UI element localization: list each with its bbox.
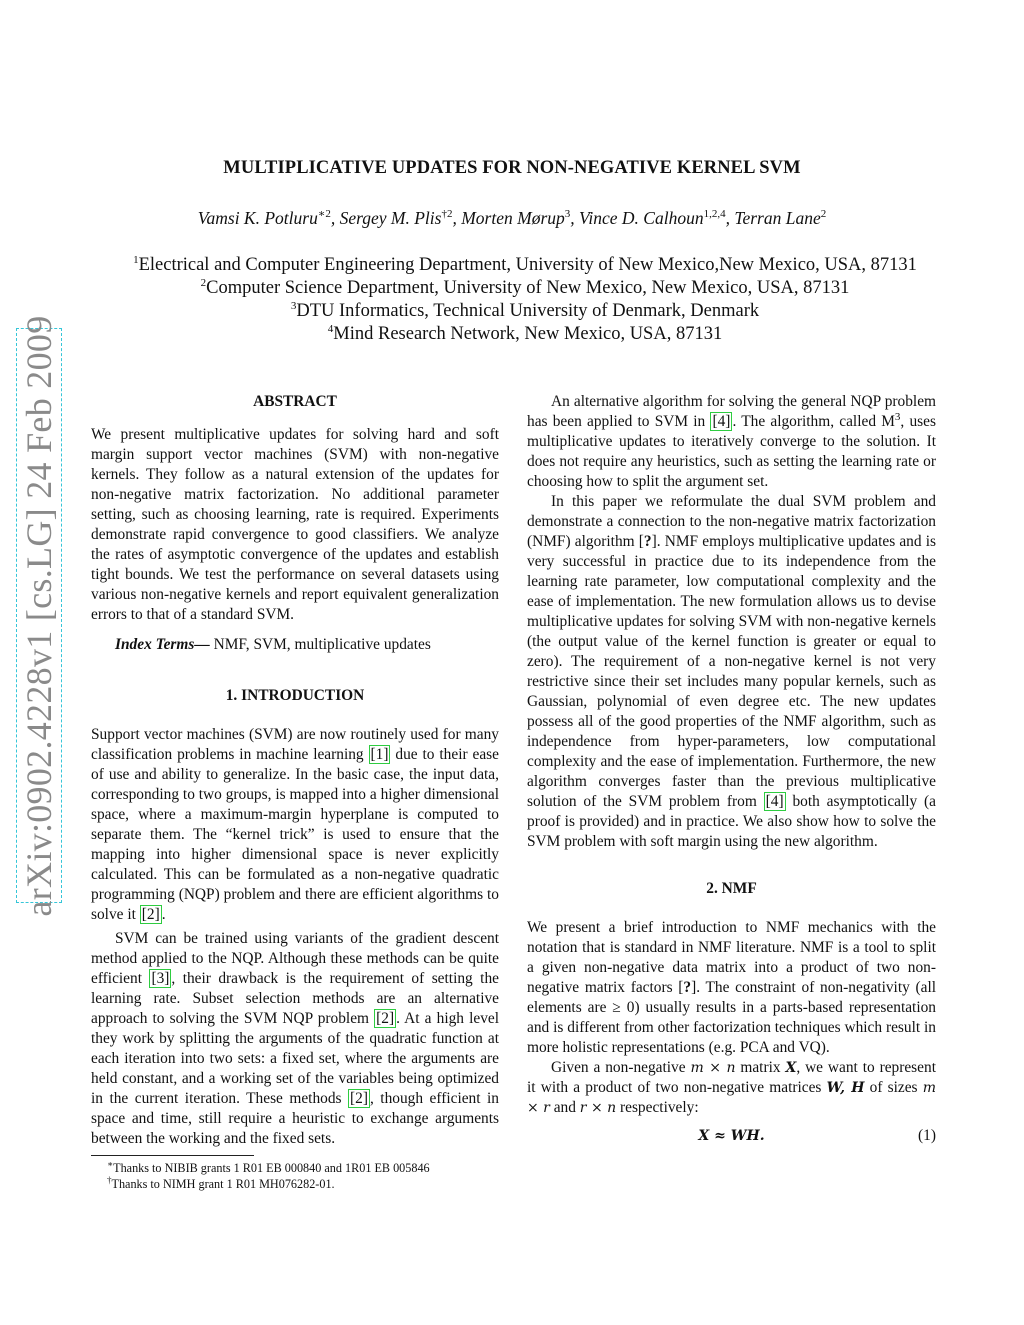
intro-paragraph-2: SVM can be trained using variants of the gradient descent method applied to the NQP. Although these methods can be quite efficient [3] , their drawback is the requirement of setting the learning rate. Subset selection methods are an alternative approach to solving the SVM NQP problem [2] . At a high level they work by splitting the arguments of the quadratic function at each iteration into two sets: a fixed set, where the arguments are held constant, and a working set of the variables being optimized in the current iteration. These methods [2] , though efficient in space and time, still require a heuristic to exchange arguments between the working and the fixed sets.	[91, 930, 499, 1147]
author: Vamsi K. Potluru	[197, 208, 318, 228]
section-heading-nmf: 2. NMF	[706, 880, 757, 897]
footnote-rule	[91, 1155, 254, 1156]
intro-paragraph-3: An alternative algorithm for solving the general NQP problem has been applied to SVM in [4] . The algorithm, called $M^3$, uses multiplicative updates to iteratively converge to the solution. It does not require any heuristics, such as setting the learning rate or choosing how to split the argument set.	[527, 393, 936, 490]
nmf-paragraph-1: We present a brief introduction to NMF mechanics with the notation that is standard in NMF literature. NMF is a tool to split a given non-negative data matrix into a product of two non-negative matrix factors [?]. The constraint of non-negativity (all elements are ≥ 0) usually results in a parts-based representation and is different from other factorization techniques which result in more holistic representations (e.g. PCA and VQ).	[527, 919, 936, 1056]
arxiv-stamp[interactable]	[16, 314, 62, 917]
index-terms-list: NMF, SVM, multiplicative updates	[209, 636, 431, 653]
citation-link[interactable]: [2]	[350, 1090, 368, 1107]
left-column	[91, 392, 499, 1192]
footnote: ∗Thanks to NIBIB grants 1 R01 EB 000840 and 1R01 EB 005846	[107, 1158, 430, 1175]
intro-paragraph-4: In this paper we reformulate the dual SVM problem and demonstrate a connection to the non-negative matrix factorization (NMF) algorithm [?]. NMF employs multiplicative updates and is very successful in practice due to its independence from the learning rate parameter, low computational complexity and the ease of implementation. The new formulation allows us to devise multiplicative updates for solving SVM with non-negative kernels (the output value of the kernel function is greater or equal to zero). The requirement of a non-negative kernel is not very restrictive since their set includes many popular kernels, such as Gaussian, polynomial of even degree etc. The new updates possess all of the good properties of the NMF algorithm, such as independence from hyper-parameters, low computational complexity and the ease of implementation. Furthermore, the new algorithm converges faster than the previous multiplicative solution of the SVM problem from [4] both asymptotically (a proof is provided) and in practice. We also show how to solve the SVM problem with soft margin using the new algorithm.	[527, 493, 936, 850]
author-sup: 3	[564, 208, 571, 221]
right-column	[527, 392, 936, 1152]
abstract-heading: ABSTRACT	[253, 393, 337, 410]
citation-link[interactable]: [2]	[376, 1010, 395, 1027]
author-sup: ∗2	[317, 208, 331, 221]
paper-title: MULTIPLICATIVE UPDATES FOR NON-NEGATIVE KERNEL SVM	[223, 158, 801, 178]
affiliation: $^4$Mind Research Network, New Mexico, USA, 87131	[327, 322, 723, 344]
citation-link[interactable]: [3]	[151, 970, 170, 987]
intro-paragraph-1: Support vector machines (SVM) are now routinely used for many classification problems in machine learning [1] due to their ease of use and ability to generalize. In the basic case, the input data, corresponding to two groups, is mapped into a higher dimensional space, where a maximum-margin hyperplane is computed to separate them. The “kernel trick” is used to ensure that the mapping into higher dimensional space is never explicitly calculated. This can be formulated as a non-negative quadratic programming (NQP) problem and there are efficient algorithms to solve it [2] .	[91, 726, 499, 923]
footnote: †Thanks to NIMH grant 1 R01 MH076282-01.	[107, 1174, 335, 1191]
affiliation: $^3$DTU Informatics, Technical University of Denmark, Denmark	[290, 299, 760, 321]
unresolved-citation: ?	[683, 979, 692, 996]
citation-link[interactable]: [4]	[765, 793, 784, 810]
author: Morten Mørup	[461, 208, 565, 228]
author-sup: †2	[441, 208, 453, 221]
author-list: Vamsi K. Potluru$^{∗2}$, Sergey M. Plis$^{\dagger 2}$, Morten Mørup$^3$, Vince D. Calhoun$^{1,2,4}$, Terran Lane$^2$	[197, 208, 827, 228]
footnotes	[91, 1160, 499, 1192]
equation-1	[527, 1126, 936, 1152]
affiliation: $^1$Electrical and Computer Engineering Department, University of New Mexico,New Mexico, USA, 87131	[133, 253, 917, 275]
affiliation-list	[0, 254, 1024, 346]
author: Vince D. Calhoun	[579, 208, 704, 228]
equation-body: X ≈ WH.	[698, 1128, 765, 1144]
equation-number: (1)	[918, 1127, 936, 1144]
arxiv-stamp-text: arXiv:0902.4228v1 [cs.LG] 24 Feb 2009	[19, 314, 59, 917]
section-heading-introduction: 1. INTRODUCTION	[225, 687, 365, 704]
author: Sergey M. Plis	[339, 208, 442, 228]
index-terms	[91, 635, 499, 655]
unresolved-citation: ?	[643, 533, 652, 550]
citation-link[interactable]: [2]	[141, 906, 160, 923]
author-sup: 2	[820, 208, 827, 221]
author-sup: 1,2,4	[703, 208, 726, 221]
affiliation: $^2$Computer Science Department, University of New Mexico, New Mexico, USA, 87131	[200, 276, 850, 298]
author: Terran Lane	[734, 208, 821, 228]
abstract-text: We present multiplicative updates for solving hard and soft margin support vector machines (SVM) with non-negative kernels. They follow as a natural extension of the updates for non-negative matrix factorization. No additional parameter setting, such as choosing learning, rate is required. Experiments demonstrate rapid convergence to good classifiers. We analyze the rates of asymptotic convergence of the updates and establish tight bounds. We test the performance on several datasets using various non-negative kernels and report equivalent generalization errors to that of a standard SVM.	[91, 426, 499, 623]
nmf-paragraph-2: Given a non-negative m × n matrix X, we want to represent it with a product of two non-negative matrices W, H of sizes m × r and r × n respectively:	[527, 1059, 936, 1116]
citation-link[interactable]: [4]	[712, 413, 731, 430]
index-terms-label: Index Terms—	[115, 636, 210, 653]
citation-link[interactable]: [1]	[370, 746, 389, 763]
